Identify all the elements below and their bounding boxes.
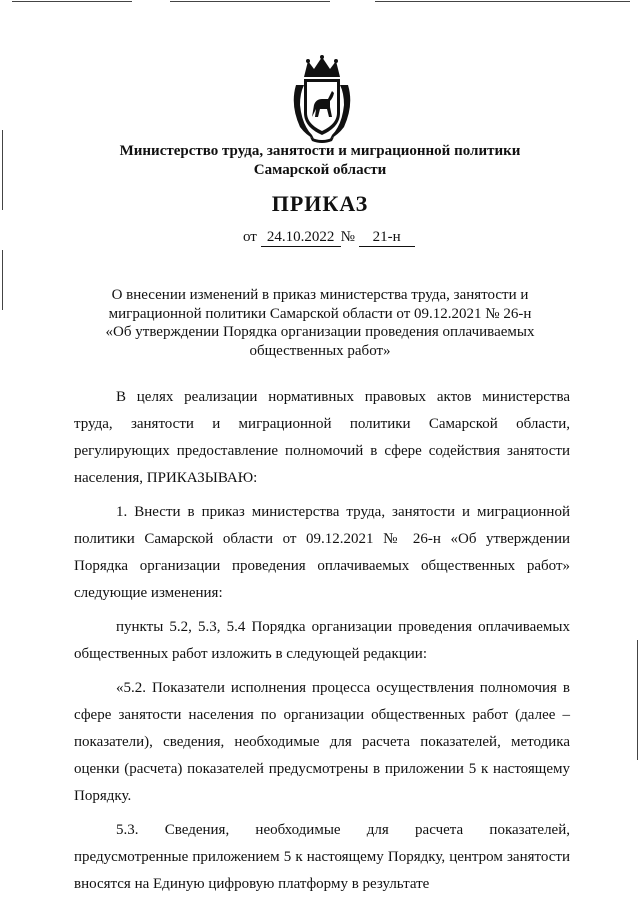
ministry-name-line: Самарской области [253, 162, 387, 178]
body-paragraph: пункты 5.2, 5.3, 5.4 Порядка организации проведения оплачиваемых общественных работ изложить в следующей редакции: [74, 619, 570, 662]
scan-edge-line [637, 640, 638, 760]
scan-edge-line [12, 1, 132, 2]
scan-edge-line [2, 250, 3, 310]
order-body [74, 384, 570, 905]
scan-edge-line [170, 1, 330, 2]
order-subject [80, 286, 560, 360]
ministry-name-line: Министерство труда, занятости и миграционной политики [119, 143, 521, 159]
ministry-name [60, 142, 580, 180]
subject-line: общественных работ» [249, 342, 391, 359]
samara-coat-of-arms-icon [290, 55, 354, 143]
body-paragraph: «5.2. Показатели исполнения процесса осуществления полномочия в сфере занятости населения по организации общественных работ (далее – показатели), сведения, необходимые для расчета показателей, методика оценки (расчета) показателей предусмотрены в приложении 5 к настоящему Порядку. [74, 680, 570, 804]
number-sign: № [340, 229, 355, 245]
order-date: 24.10.2022 [261, 229, 341, 247]
document-type-title: ПРИКАЗ [271, 191, 369, 216]
date-prefix: от [243, 229, 257, 245]
body-paragraph: 1. Внести в приказ министерства труда, занятости и миграционной политики Самарской области от 09.12.2021 № 26-н «Об утверждении Порядка организации проведения оплачиваемых общественных работ» следующие изменения: [74, 504, 570, 601]
body-paragraph: 5.3. Сведения, необходимые для расчета показателей, предусмотренные приложением 5 к настоящему Порядку, центром занятости вносятся на Единую цифровую платформу в результате [74, 822, 570, 892]
scan-edge-line [375, 1, 630, 2]
subject-line: «Об утверждении Порядка организации проведения оплачиваемых [105, 324, 535, 340]
subject-line: миграционной политики Самарской области от 09.12.2021 № 26-н [108, 305, 532, 322]
body-paragraph: В целях реализации нормативных правовых актов министерства труда, занятости и миграционной политики Самарской области, регулирующих предоставление полномочий в сфере содействия занятости населения, ПРИКАЗЫВАЮ: [74, 389, 570, 486]
order-number: 21-н [359, 229, 415, 247]
order-date-number [243, 229, 415, 247]
subject-line: О внесении изменений в приказ министерства труда, занятости и [111, 287, 529, 303]
